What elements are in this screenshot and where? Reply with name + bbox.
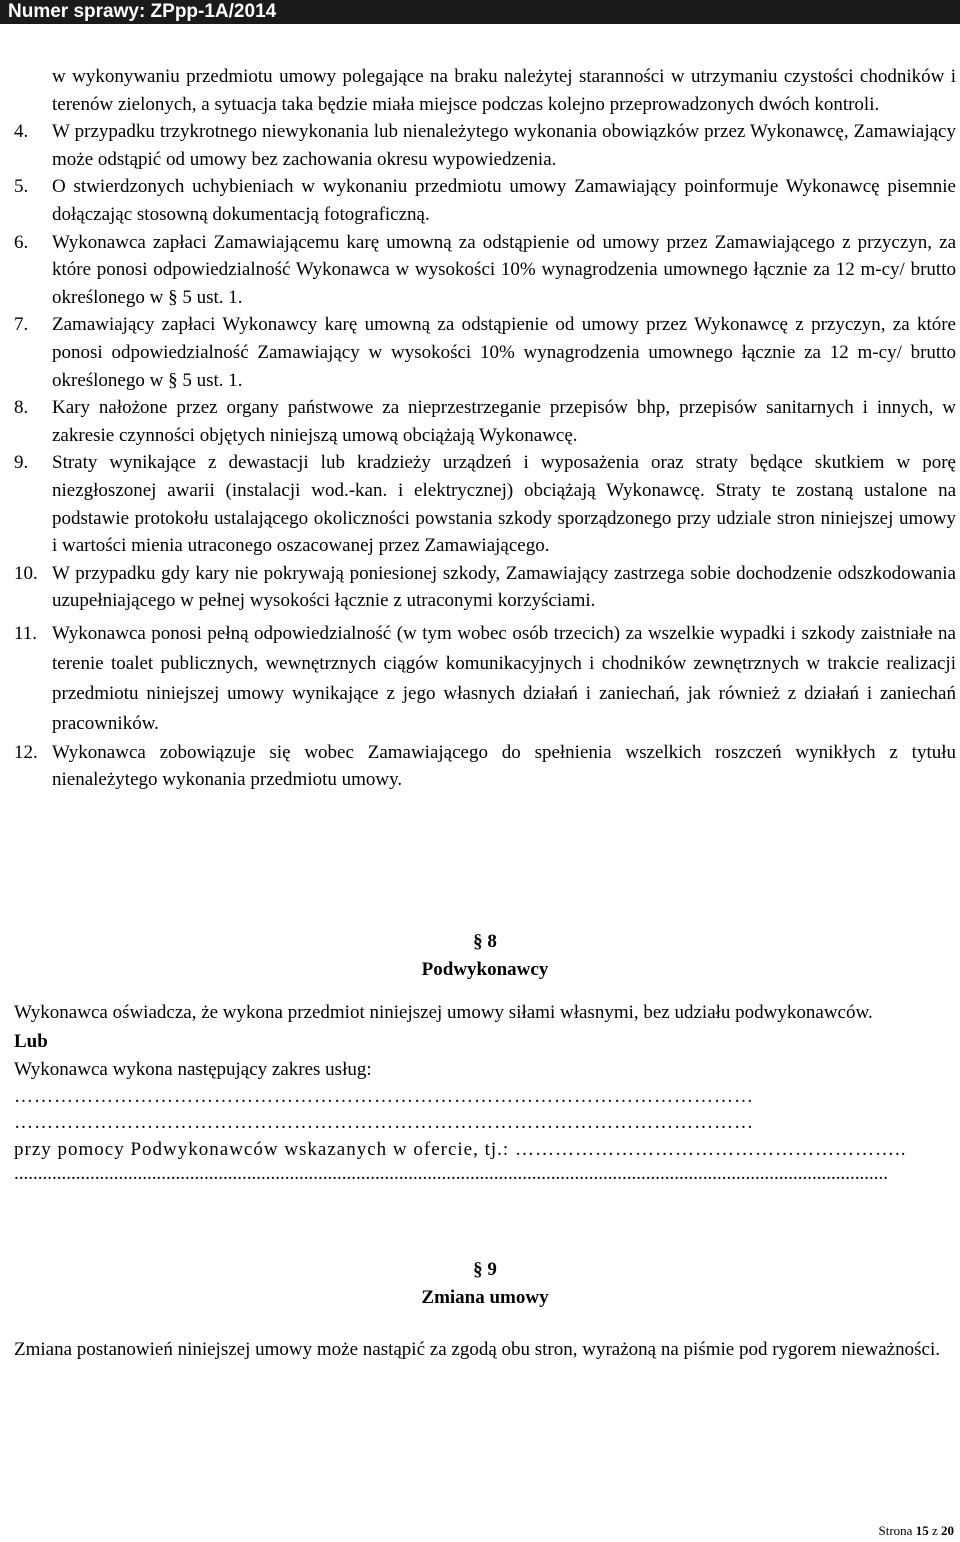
item-number: 10. bbox=[14, 562, 38, 584]
intro-paragraph: w wykonywaniu przedmiotu umowy polegające na braku należytej staranności w utrzymaniu czystości chodników i terenów zielonych, a sytuacja taka będzie miała miejsce podczas kolejno przeprowadzonych dwóch kontroli. bbox=[52, 66, 956, 115]
item-text: Kary nałożone przez organy państwowe za nieprzestrzeganie przepisów bhp, przepisów sanitarnych i innych, w zakresie czynności objętych niniejszą umową obciążają Wykonawcę. bbox=[52, 397, 956, 446]
fill-in-line: ………………………………………………………………………………………………… bbox=[14, 1086, 754, 1107]
item-number: 7. bbox=[14, 314, 29, 336]
section-contract-change bbox=[14, 1256, 956, 1364]
item-number: 12. bbox=[14, 741, 38, 763]
fill-in-line: ........................................................................................................................................................................................ bbox=[14, 1164, 888, 1184]
section-title: Podwykonawcy bbox=[421, 959, 549, 980]
list-item bbox=[14, 173, 956, 228]
case-number-header bbox=[0, 0, 960, 24]
section-subcontractors bbox=[14, 928, 956, 1184]
list-item bbox=[14, 449, 956, 559]
page-of: z bbox=[931, 1523, 938, 1538]
page-current: 15 bbox=[915, 1523, 929, 1538]
item-text: W przypadku trzykrotnego niewykonania lub nienależytego wykonania obowiązków przez Wykonawcę, Zamawiający może odstąpić od umowy bez zachowania okresu wypowiedzenia. bbox=[52, 121, 956, 170]
item-number: 8. bbox=[14, 397, 29, 419]
fill-in-line: ………………………………………………………………………………………………… bbox=[14, 1112, 754, 1133]
page-total: 20 bbox=[941, 1523, 954, 1538]
case-number-text: Numer sprawy: ZPpp-1A/2014 bbox=[8, 1, 277, 22]
list-item bbox=[14, 560, 956, 615]
section-title: Zmiana umowy bbox=[421, 1287, 549, 1308]
section-paragraph: przy pomocy Podwykonawców wskazanych w ofercie, tj.: ………………………………………………….. bbox=[14, 1139, 907, 1160]
list-item bbox=[14, 311, 956, 394]
item-text: O stwierdzonych uchybieniach w wykonaniu przedmiotu umowy Zamawiający poinformuje Wykonawcę pisemnie dołączając stosowną dokumentacją fotograficzną. bbox=[52, 176, 956, 225]
list-section bbox=[14, 63, 956, 794]
item-text: Straty wynikające z dewastacji lub kradzieży urządzeń i wyposażenia oraz straty będące skutkiem w porę niezgłoszonej awarii (instalacji wod.-kan. i elektrycznej) obciążają Wykonawcę. Straty te zostaną ustalone na podstawie protokołu ustalającego okoliczności powstania szkody sporządzonego przy udziale stron niniejszej umowy i wartości mienia utraconego oszacowanej przez Zamawiającego. bbox=[52, 452, 956, 557]
section-number: § 9 bbox=[473, 1259, 497, 1280]
list-item bbox=[14, 619, 956, 739]
or-label: Lub bbox=[14, 1031, 48, 1052]
page-label: Strona bbox=[878, 1523, 913, 1538]
list-item bbox=[14, 739, 956, 794]
item-text: W przypadku gdy kary nie pokrywają poniesionej szkody, Zamawiający zastrzega sobie dochodzenie odszkodowania uzupełniającego w pełnej wysokości łącznie z utraconymi korzyściami. bbox=[52, 562, 956, 612]
list-item bbox=[14, 394, 956, 449]
section-paragraph: Wykonawca wykona następujący zakres usług: bbox=[14, 1059, 372, 1080]
page-number bbox=[879, 1523, 954, 1539]
section-paragraph: Wykonawca oświadcza, że wykona przedmiot niniejszej umowy siłami własnymi, bez udziału podwykonawców. bbox=[14, 1002, 873, 1023]
item-text: Wykonawca zobowiązuje się wobec Zamawiającego do spełnienia wszelkich roszczeń wynikłych z tytułu nienależytego wykonania przedmiotu umowy. bbox=[52, 741, 956, 791]
section-paragraph: Zmiana postanowień niniejszej umowy może nastąpić za zgodą obu stron, wyrażoną na piśmie pod rygorem nieważności. bbox=[14, 1339, 940, 1360]
item-number: 11. bbox=[14, 622, 38, 644]
item-number: 9. bbox=[14, 452, 29, 474]
item-text: Wykonawca zapłaci Zamawiającemu karę umowną za odstąpienie od umowy przez Zamawiającego z przyczyn, za które ponosi odpowiedzialność Wykonawca w wysokości 10% wynagrodzenia umownego łącznie za 12 m-cy/ brutto określonego w § 5 ust. 1. bbox=[52, 231, 956, 308]
item-text: Wykonawca ponosi pełną odpowiedzialność (w tym wobec osób trzecich) za wszelkie wypadki i szkody zaistniałe na terenie toalet publicznych, wewnętrznych ciągów komunikacyjnych i chodników zewnętrznych w trakcie realizacji przedmiotu niniejszej umowy wynikające z jego własnych działań i zaniechań, jak również z działań i zaniechań pracowników. bbox=[52, 622, 956, 734]
list-item bbox=[14, 229, 956, 312]
spacer bbox=[14, 1312, 956, 1336]
item-number: 5. bbox=[14, 176, 29, 198]
item-text: Zamawiający zapłaci Wykonawcy karę umowną za odstąpienie od umowy przez Wykonawcę z przyczyn, za które ponosi odpowiedzialność Zamawiający w wysokości 10% wynagrodzenia umownego łącznie za 12 m-cy/ brutto określonego w § 5 ust. 1. bbox=[52, 314, 956, 391]
item-number: 6. bbox=[14, 231, 29, 253]
section-number: § 8 bbox=[473, 931, 497, 952]
list-item bbox=[14, 118, 956, 173]
item-number: 4. bbox=[14, 121, 29, 143]
spacer bbox=[14, 984, 956, 998]
